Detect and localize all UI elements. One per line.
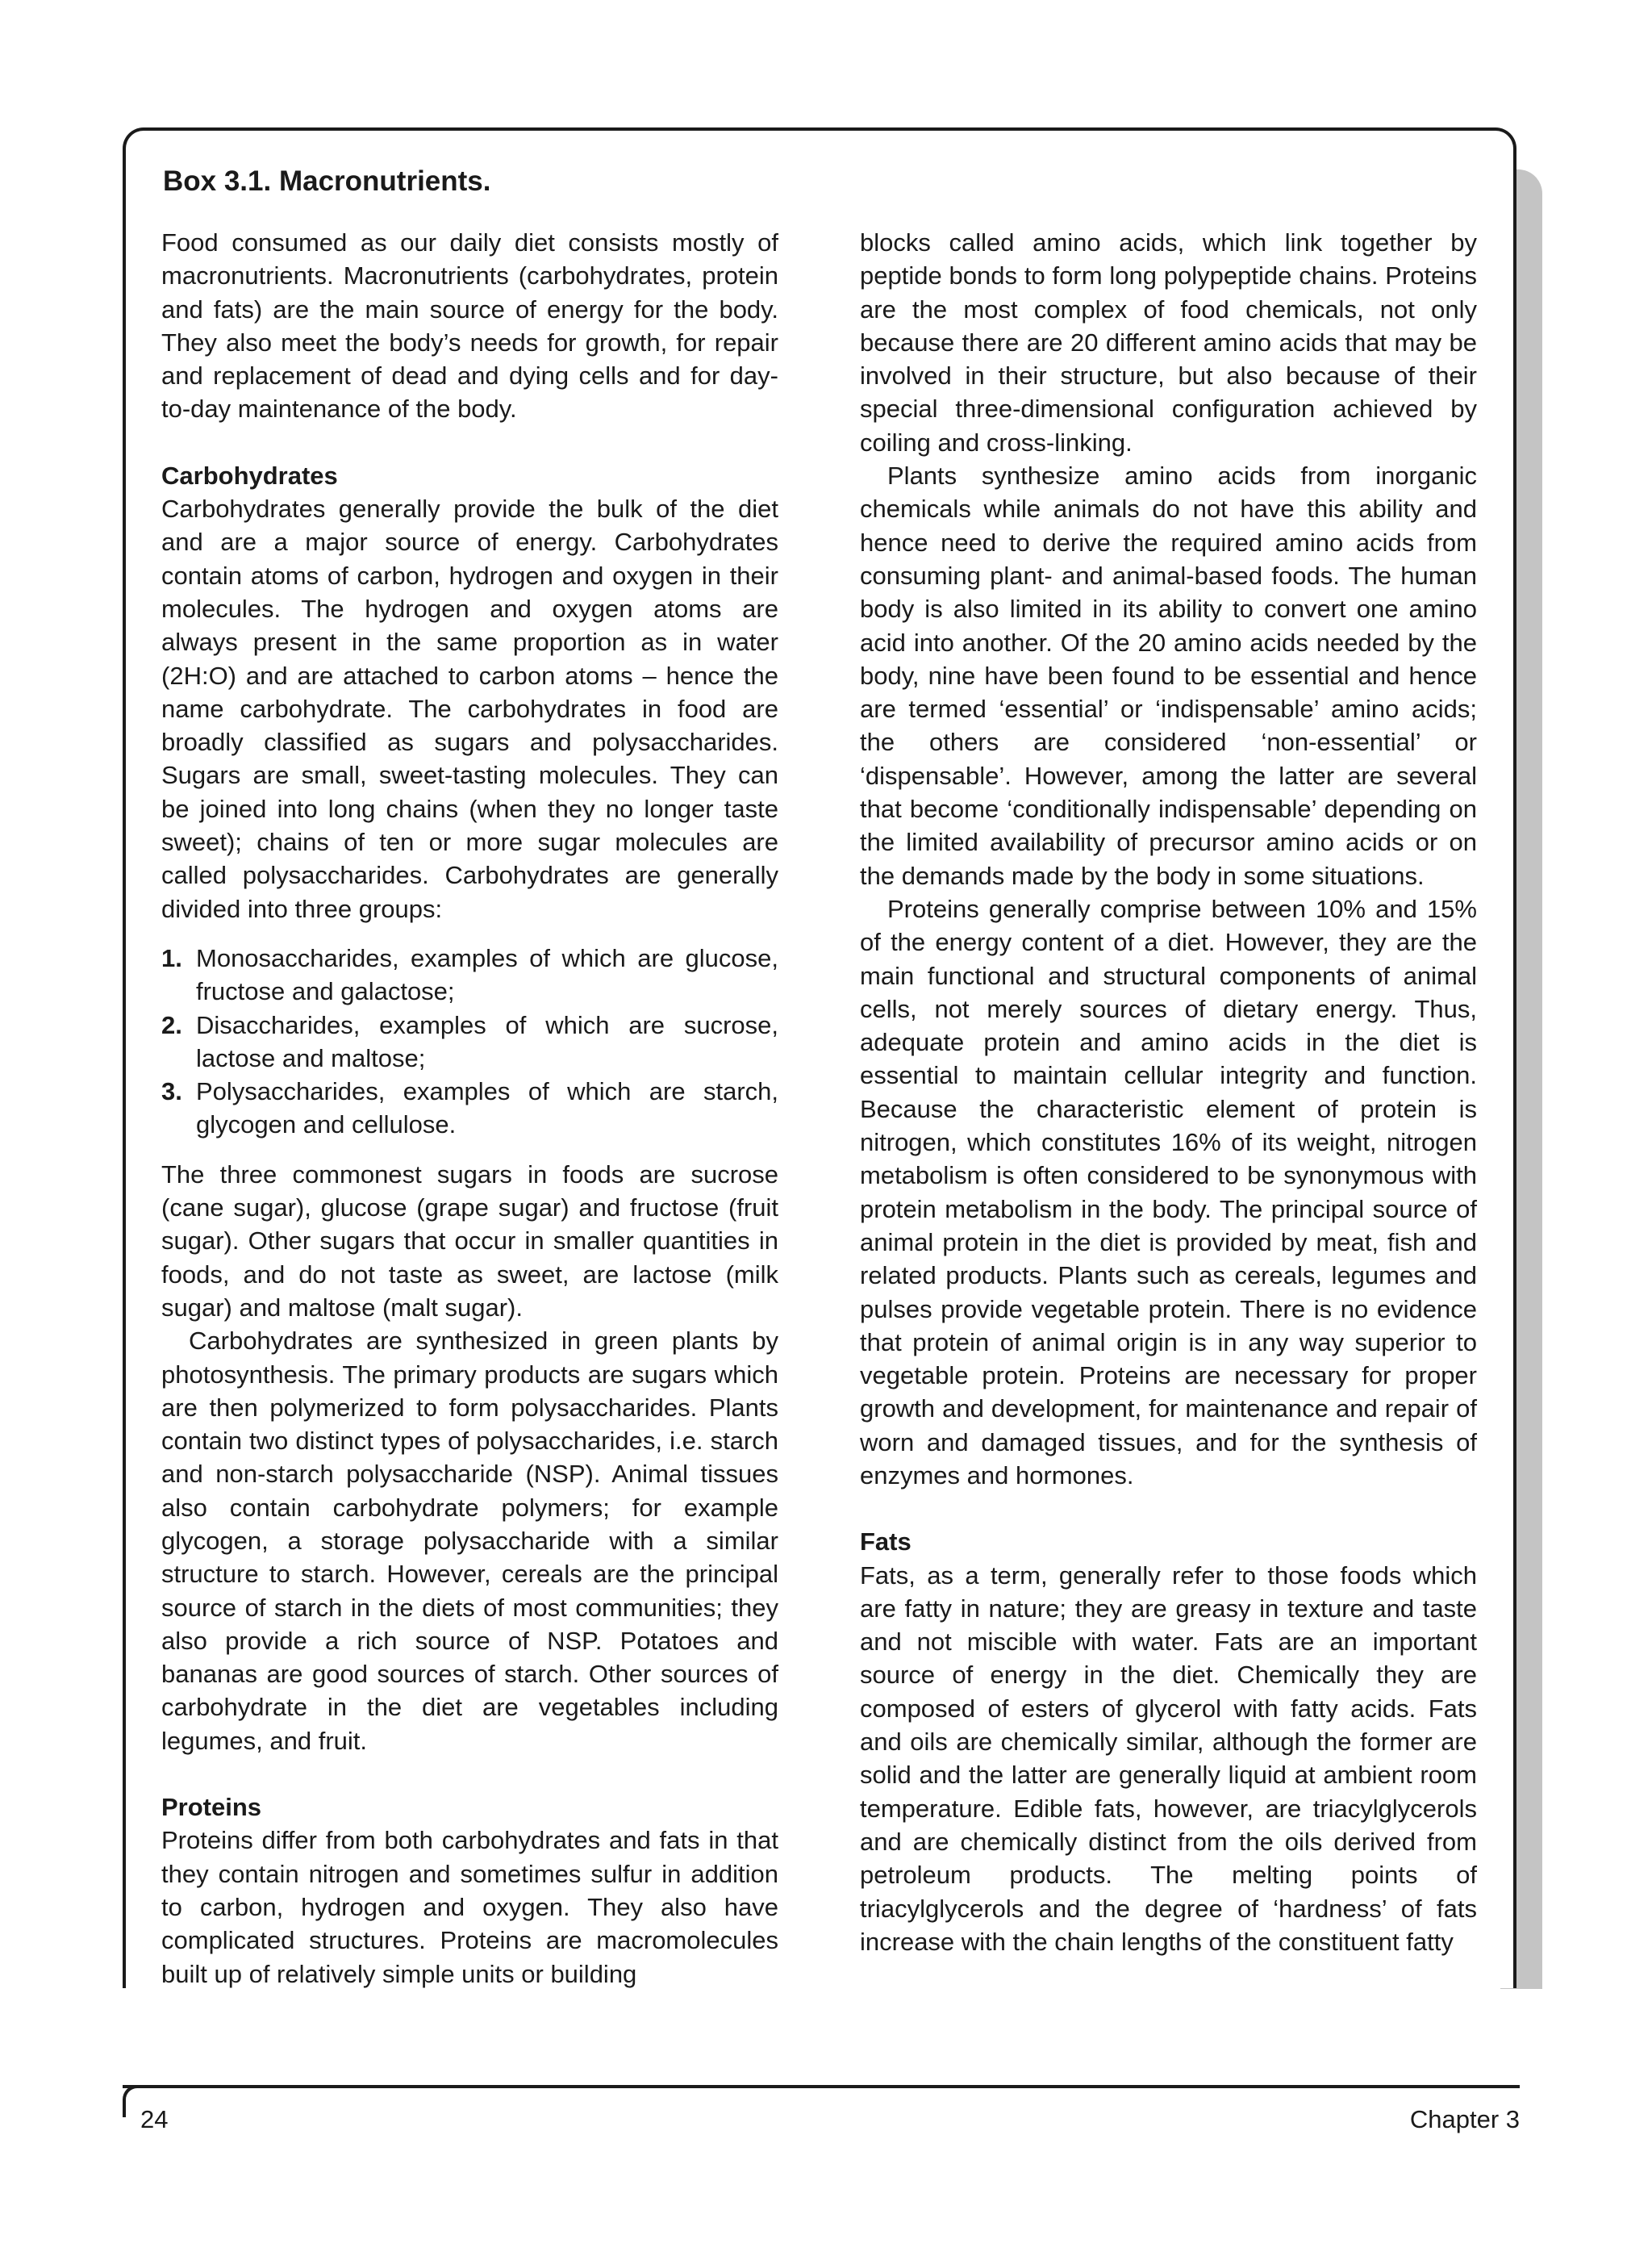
list-item (161, 1009, 778, 1076)
sugars-paragraph: The three commonest sugars in foods are sucrose (cane sugar), glucose (grape sugar) and fructose (fruit sugar). Other sugars that occur in smaller quantities in foods, and do not taste as sweet, are lactose (milk sugar) and maltose (malt sugar). (161, 1159, 778, 1322)
fats-heading: Fats (860, 1527, 912, 1556)
proteins-paragraph-continued: blocks called amino acids, which link together by peptide bonds to form long polypeptide chains. Proteins are the most complex of food chemicals, not only because there are 20 different amino acids that may be involved in their structure, but also because of their special three-dimensional configuration achieved by coiling and cross-linking. (860, 228, 1477, 457)
carbohydrates-paragraph: Carbohydrates generally provide the bulk of the diet and are a major source of energy. Carbohydrates contain atoms of carbon, hydrogen and oxygen in their molecules. The hydrogen and oxygen atoms are always present in the same proportion as in water (2H:O) and are attached to carbon atoms – hence the name carbohydrate. The carbohydrates in food are broadly classified as sugars and polysaccharides. Sugars are small, sweet-tasting molecules. They can be joined into long chains (when they no longer taste sweet); chains of ten or more sugar molecules are called polysaccharides. Carbohydrates are generally divided into three groups: (161, 495, 778, 923)
synthesis-paragraph: Carbohydrates are synthesized in green plants by photosynthesis. The primary products are sugars which are then polymerized to form polysaccharides. Plants contain two distinct types of polysaccharides, i.e. starch and non-starch polysaccharide (NSP). Animal tissues also contain carbohydrate polymers; for example glycogen, a storage polysaccharide with a similar structure to starch. However, cereals are the principal source of starch in the diets of most communities; they also provide a rich source of NSP. Potatoes and bananas are good sources of starch. Other sources of carbohydrate in the diet are vegetables including legumes, and fruit. (161, 1327, 778, 1755)
left-column (161, 226, 778, 1991)
fats-paragraph: Fats, as a term, generally refer to those foods which are fatty in nature; they are greasy in texture and taste and not miscible with water. Fats are an important source of energy in the diet. Chemically they are composed of esters of glycerol with fatty acids. Fats and oils are chemically similar, although the former are solid and the latter are generally liquid at ambient room temperature. Edible fats, however, are triacylglycerols and are chemically distinct from the oils derived from petroleum products. The melting points of triacylglycerols and the degree of ‘hardness’ of fats increase with the chain lengths of the constituent fatty (860, 1561, 1477, 1956)
page-number: 24 (140, 2105, 169, 2133)
right-column (860, 226, 1477, 1958)
footer-hook (123, 2085, 139, 2117)
proteins-paragraph: Proteins differ from both carbohydrates and fats in that they contain nitrogen and sometimes sulfur in addition to carbon, hydrogen and oxygen. They also have complicated structures. Proteins are macromolecules built up of relatively simple units or building (161, 1826, 778, 1988)
protein-energy-paragraph: Proteins generally comprise between 10% and 15% of the energy content of a diet. However, they are the main functional and structural components of animal cells, not merely sources of dietary energy. Thus, adequate protein and amino acids in the diet is essential to maintain cellular integrity and function. Because the characteristic element of protein is nitrogen, which constitutes 16% of its weight, nitrogen metabolism is often considered to be synonymous with protein metabolism in the body. The principal source of animal protein in the diet is provided by meat, fish and related products. Plants such as cereals, legumes and pulses provide vegetable protein. There is no evidence that protein of animal origin is in any way superior to vegetable protein. Proteins are necessary for proper growth and development, for maintenance and repair of worn and damaged tissues, and for the synthesis of enzymes and hormones. (860, 894, 1477, 1489)
intro-paragraph: Food consumed as our daily diet consists mostly of macronutrients. Macronutrients (carbohydrates, protein and fats) are the main source of energy for the body. They also meet the body’s needs for growth, for repair and replacement of dead and dying cells and for day-to-day maintenance of the body. (161, 228, 778, 424)
list-text: Monosaccharides, examples of which are glucose, fructose and galactose; (196, 943, 778, 1006)
list-item (161, 1075, 778, 1142)
carbohydrate-groups-list (161, 942, 778, 1142)
list-text: Polysaccharides, examples of which are starch, glycogen and cellulose. (196, 1077, 778, 1139)
list-number: 3. (161, 1077, 182, 1106)
proteins-heading: Proteins (161, 1793, 262, 1822)
list-text: Disaccharides, examples of which are sucrose, lactose and maltose; (196, 1010, 778, 1072)
amino-acids-paragraph: Plants synthesize amino acids from inorganic chemicals while animals do not have this ability and hence need to derive the required amino acids from consuming plant- and animal-based foods. The human body is also limited in its ability to convert one amino acid into another. Of the 20 amino acids needed by the body, nine have been found to be essential and hence are termed ‘essential’ or ‘indispensable’ amino acids; the others are considered ‘non-essential’ or ‘dispensable’. However, among the latter are several that become ‘conditionally indispensable’ depending on the limited availability of precursor amino acids or on the demands made by the body in some situations. (860, 462, 1477, 890)
box-title: Box 3.1. Macronutrients. (163, 165, 491, 197)
list-item (161, 942, 778, 1009)
carbohydrates-heading: Carbohydrates (161, 461, 338, 490)
footer-rule (123, 2085, 1520, 2088)
list-number: 2. (161, 1010, 182, 1039)
chapter-label: Chapter 3 (1409, 2105, 1520, 2133)
list-number: 1. (161, 943, 182, 972)
